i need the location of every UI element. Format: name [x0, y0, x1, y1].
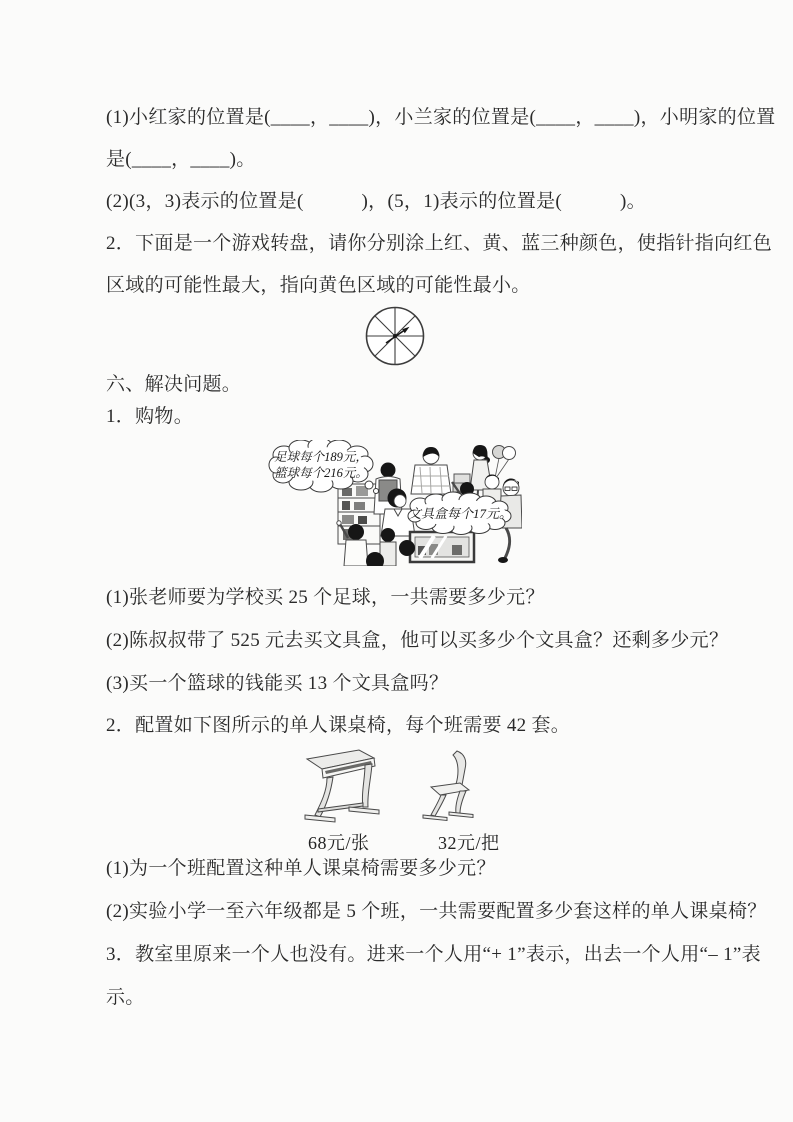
line-shopping-q2: (2)陈叔叔带了 525 元去买文具盒，他可以买多少个文具盒？还剩多少元？ [106, 630, 729, 651]
desk-figure [305, 750, 379, 822]
shopping-scene-figure [268, 440, 522, 566]
line-position-q2: (2)(3，3)表示的位置是( )，(5，1)表示的位置是( )。 [106, 191, 646, 212]
line-classroom-q-part2: 示。 [106, 987, 145, 1008]
line-classroom-q-part1: 3．教室里原来一个人也没有。进来一个人用“+ 1”表示，出去一个人用“– 1”表 [106, 944, 761, 965]
line-desk-q1: (1)为一个班配置这种单人课桌椅需要多少元？ [106, 858, 496, 879]
display-counter [410, 532, 474, 562]
shopkeeper-man [411, 447, 451, 494]
chair-figure [423, 751, 473, 821]
pencilbox-price-text: 文具盒每个17元。 [407, 506, 513, 521]
ball-price-text-line2: 篮球每个216元。 [274, 466, 368, 480]
line-spinner-q-part2: 区域的可能性最大，指向黄色区域的可能性最小。 [106, 275, 531, 296]
line-spinner-q-part1: 2．下面是一个游戏转盘，请你分别涂上红、黄、蓝三种颜色，使指针指向红色 [106, 233, 773, 254]
balloon-icon [503, 447, 516, 460]
shopping-heading: 1．购物。 [106, 406, 194, 427]
desk-chair-figure [297, 745, 497, 825]
line-desk-intro: 2．配置如下图所示的单人课桌椅，每个班需要 42 套。 [106, 715, 571, 736]
line-position-q1-part1: (1)小红家的位置是(____，____)，小兰家的位置是(____，____)，小明家的位置 [106, 107, 776, 128]
spinner-figure [363, 304, 427, 368]
section-six-heading: 六、解决问题。 [106, 374, 242, 395]
ball-price-text-line1: 足球每个189元， [274, 450, 368, 464]
line-position-q1-part2: 是(____，____)。 [106, 149, 256, 170]
line-desk-q2: (2)实验小学一至六年级都是 5 个班，一共需要配置多少套这样的单人课桌椅？ [106, 901, 767, 922]
line-shopping-q1: (1)张老师要为学校买 25 个足球，一共需要多少元？ [106, 587, 545, 608]
desk-price-label: 68元/张 [308, 833, 370, 853]
line-shopping-q3: (3)买一个篮球的钱能买 13 个文具盒吗？ [106, 673, 449, 694]
chair-price-label: 32元/把 [438, 833, 500, 853]
